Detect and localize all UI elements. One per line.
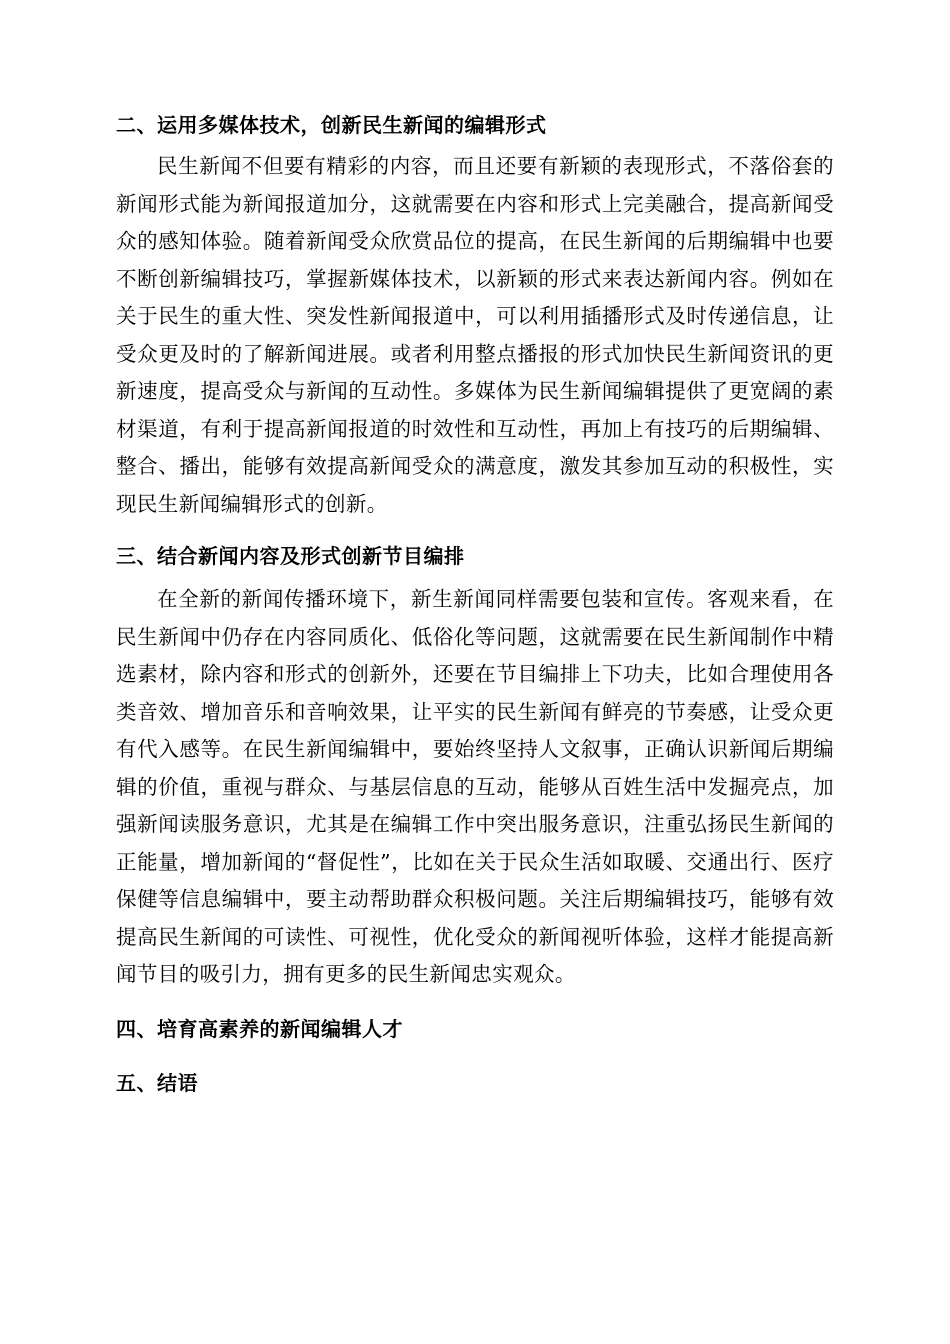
section-heading-5: 五、结语 — [116, 1070, 198, 1095]
section-heading-4: 四、培育高素养的新闻编辑人才 — [116, 1016, 403, 1041]
section-heading-2: 二、运用多媒体技术，创新民生新闻的编辑形式 — [116, 113, 547, 137]
section-heading-3: 三、结合新闻内容及形式创新节目编排 — [116, 544, 465, 568]
document-page — [116, 108, 834, 1098]
section-paragraph-3: 在全新的新闻传播环境下，新生新闻同样需要包装和宣传。客观来看，在民生新闻中仍存在内容同质化、低俗化等问题，这就需要在民生新闻制作中精选素材，除内容和形式的创新外，还要在节目编排上下功夫，比如合理使用各类音效、增加音乐和音响效果，让平实的民生新闻有鲜亮的节奏感，让受众更有代入感等。在民生新闻编辑中，要始终坚持人文叙事，正确认识新闻后期编辑的价值，重视与群众、与基层信息的互动，能够从百姓生活中发掘亮点，加强新闻读服务意识，尤其是在编辑工作中突出服务意识，注重弘扬民生新闻的正能量，增加新闻的“督促性”，比如在关于民众生活如取暖、交通出行、医疗保健等信息编辑中，要主动帮助群众积极问题。关注后期编辑技巧，能够有效提高民生新闻的可读性、可视性，优化受众的新闻视听体验，这样才能提高新闻节目的吸引力，拥有更多的民生新闻忠实观众。 — [116, 587, 834, 986]
section-paragraph-2: 民生新闻不但要有精彩的内容，而且还要有新颖的表现形式，不落俗套的新闻形式能为新闻报道加分，这就需要在内容和形式上完美融合，提高新闻受众的感知体验。随着新闻受众欣赏品位的提高，在民生新闻的后期编辑中也要不断创新编辑技巧，掌握新媒体技术，以新颖的形式来表达新闻内容。例如在关于民生的重大性、突发性新闻报道中，可以利用插播形式及时传递信息，让受众更及时的了解新闻进展。或者利用整点播报的形式加快民生新闻资讯的更新速度，提高受众与新闻的互动性。多媒体为民生新闻编辑提供了更宽阔的素材渠道，有利于提高新闻报道的时效性和互动性，再加上有技巧的后期编辑、整合、播出，能够有效提高新闻受众的满意度，激发其参加互动的积极性，实现民生新闻编辑形式的创新。 — [116, 154, 834, 516]
